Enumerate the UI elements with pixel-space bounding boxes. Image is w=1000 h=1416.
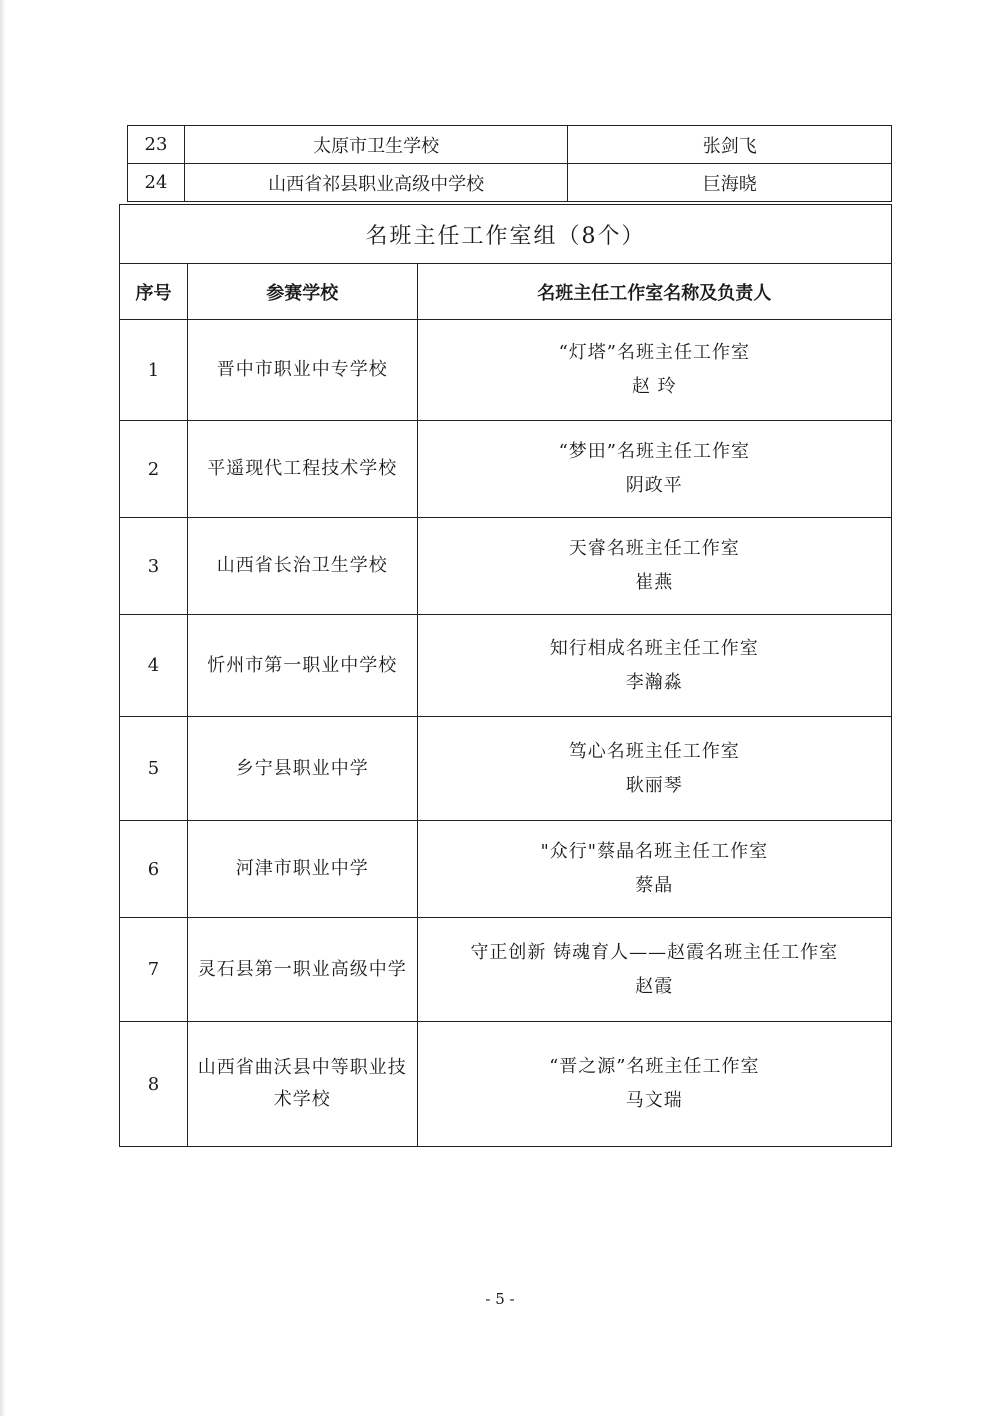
studio-name: 笃心名班主任工作室 <box>568 740 740 762</box>
table-row <box>120 918 892 1022</box>
studio-name: “灯塔”名班主任工作室 <box>558 342 750 363</box>
row-number: 3 <box>120 518 188 615</box>
studio-name: "众行"蔡晶名班主任工作室 <box>540 841 769 862</box>
studio-leader: 蔡晶 <box>635 875 674 896</box>
studio-cell <box>417 421 891 518</box>
table-row <box>120 821 892 918</box>
row-number: 8 <box>120 1022 188 1147</box>
school-name: 太原市卫生学校 <box>184 126 567 164</box>
school-name: 山西省祁县职业高级中学校 <box>184 164 567 202</box>
row-number: 4 <box>120 615 188 717</box>
studio-cell <box>417 918 891 1022</box>
studio-cell <box>417 821 891 918</box>
table-row <box>120 1022 892 1147</box>
row-number: 2 <box>120 421 188 518</box>
row-number: 5 <box>120 717 188 821</box>
studio-cell <box>417 1022 891 1147</box>
table-row <box>128 126 892 164</box>
studio-cell <box>417 518 891 615</box>
header-number: 序号 <box>120 264 188 320</box>
row-number: 6 <box>120 821 188 918</box>
header-school: 参赛学校 <box>187 264 417 320</box>
header-studio: 名班主任工作室名称及负责人 <box>417 264 891 320</box>
row-number: 24 <box>128 164 185 202</box>
table-row <box>120 421 892 518</box>
continued-table <box>127 125 892 202</box>
table-row <box>120 717 892 821</box>
studio-leader: 赵 玲 <box>631 376 677 397</box>
page-number: - 5 - <box>485 1290 515 1308</box>
person-name: 张剑飞 <box>568 126 892 164</box>
studio-cell <box>417 615 891 717</box>
school-name: 山西省长治卫生学校 <box>187 518 417 615</box>
school-name: 晋中市职业中专学校 <box>187 320 417 421</box>
scan-edge <box>0 0 6 1416</box>
table-row <box>120 320 892 421</box>
school-name: 灵石县第一职业高级中学 <box>187 918 417 1022</box>
header-row <box>120 264 892 320</box>
school-name: 乡宁县职业中学 <box>187 717 417 821</box>
table-row <box>120 615 892 717</box>
studio-leader: 崔燕 <box>635 572 674 593</box>
studio-group-table <box>119 204 892 1147</box>
studio-leader: 李瀚淼 <box>625 671 683 693</box>
studio-name: “梦田”名班主任工作室 <box>558 441 750 462</box>
studio-name: 守正创新 铸魂育人——赵霞名班主任工作室 <box>470 941 839 963</box>
person-name: 巨海晓 <box>568 164 892 202</box>
studio-name: “晋之源”名班主任工作室 <box>549 1056 760 1077</box>
school-name: 忻州市第一职业中学校 <box>187 615 417 717</box>
row-number: 1 <box>120 320 188 421</box>
studio-name: 天睿名班主任工作室 <box>568 538 740 559</box>
school-name: 山西省曲沃县中等职业技术学校 <box>187 1022 417 1147</box>
studio-leader: 马文瑞 <box>625 1090 683 1111</box>
studio-cell <box>417 320 891 421</box>
group-title: 名班主任工作室组（8个） <box>120 205 892 264</box>
row-number: 23 <box>128 126 185 164</box>
school-name: 平遥现代工程技术学校 <box>187 421 417 518</box>
studio-leader: 阴政平 <box>625 475 683 496</box>
table-row <box>120 518 892 615</box>
studio-name: 知行相成名班主任工作室 <box>549 637 759 659</box>
school-name: 河津市职业中学 <box>187 821 417 918</box>
studio-cell <box>417 717 891 821</box>
studio-leader: 赵霞 <box>635 975 674 997</box>
studio-leader: 耿丽琴 <box>625 774 683 796</box>
table-row <box>128 164 892 202</box>
row-number: 7 <box>120 918 188 1022</box>
